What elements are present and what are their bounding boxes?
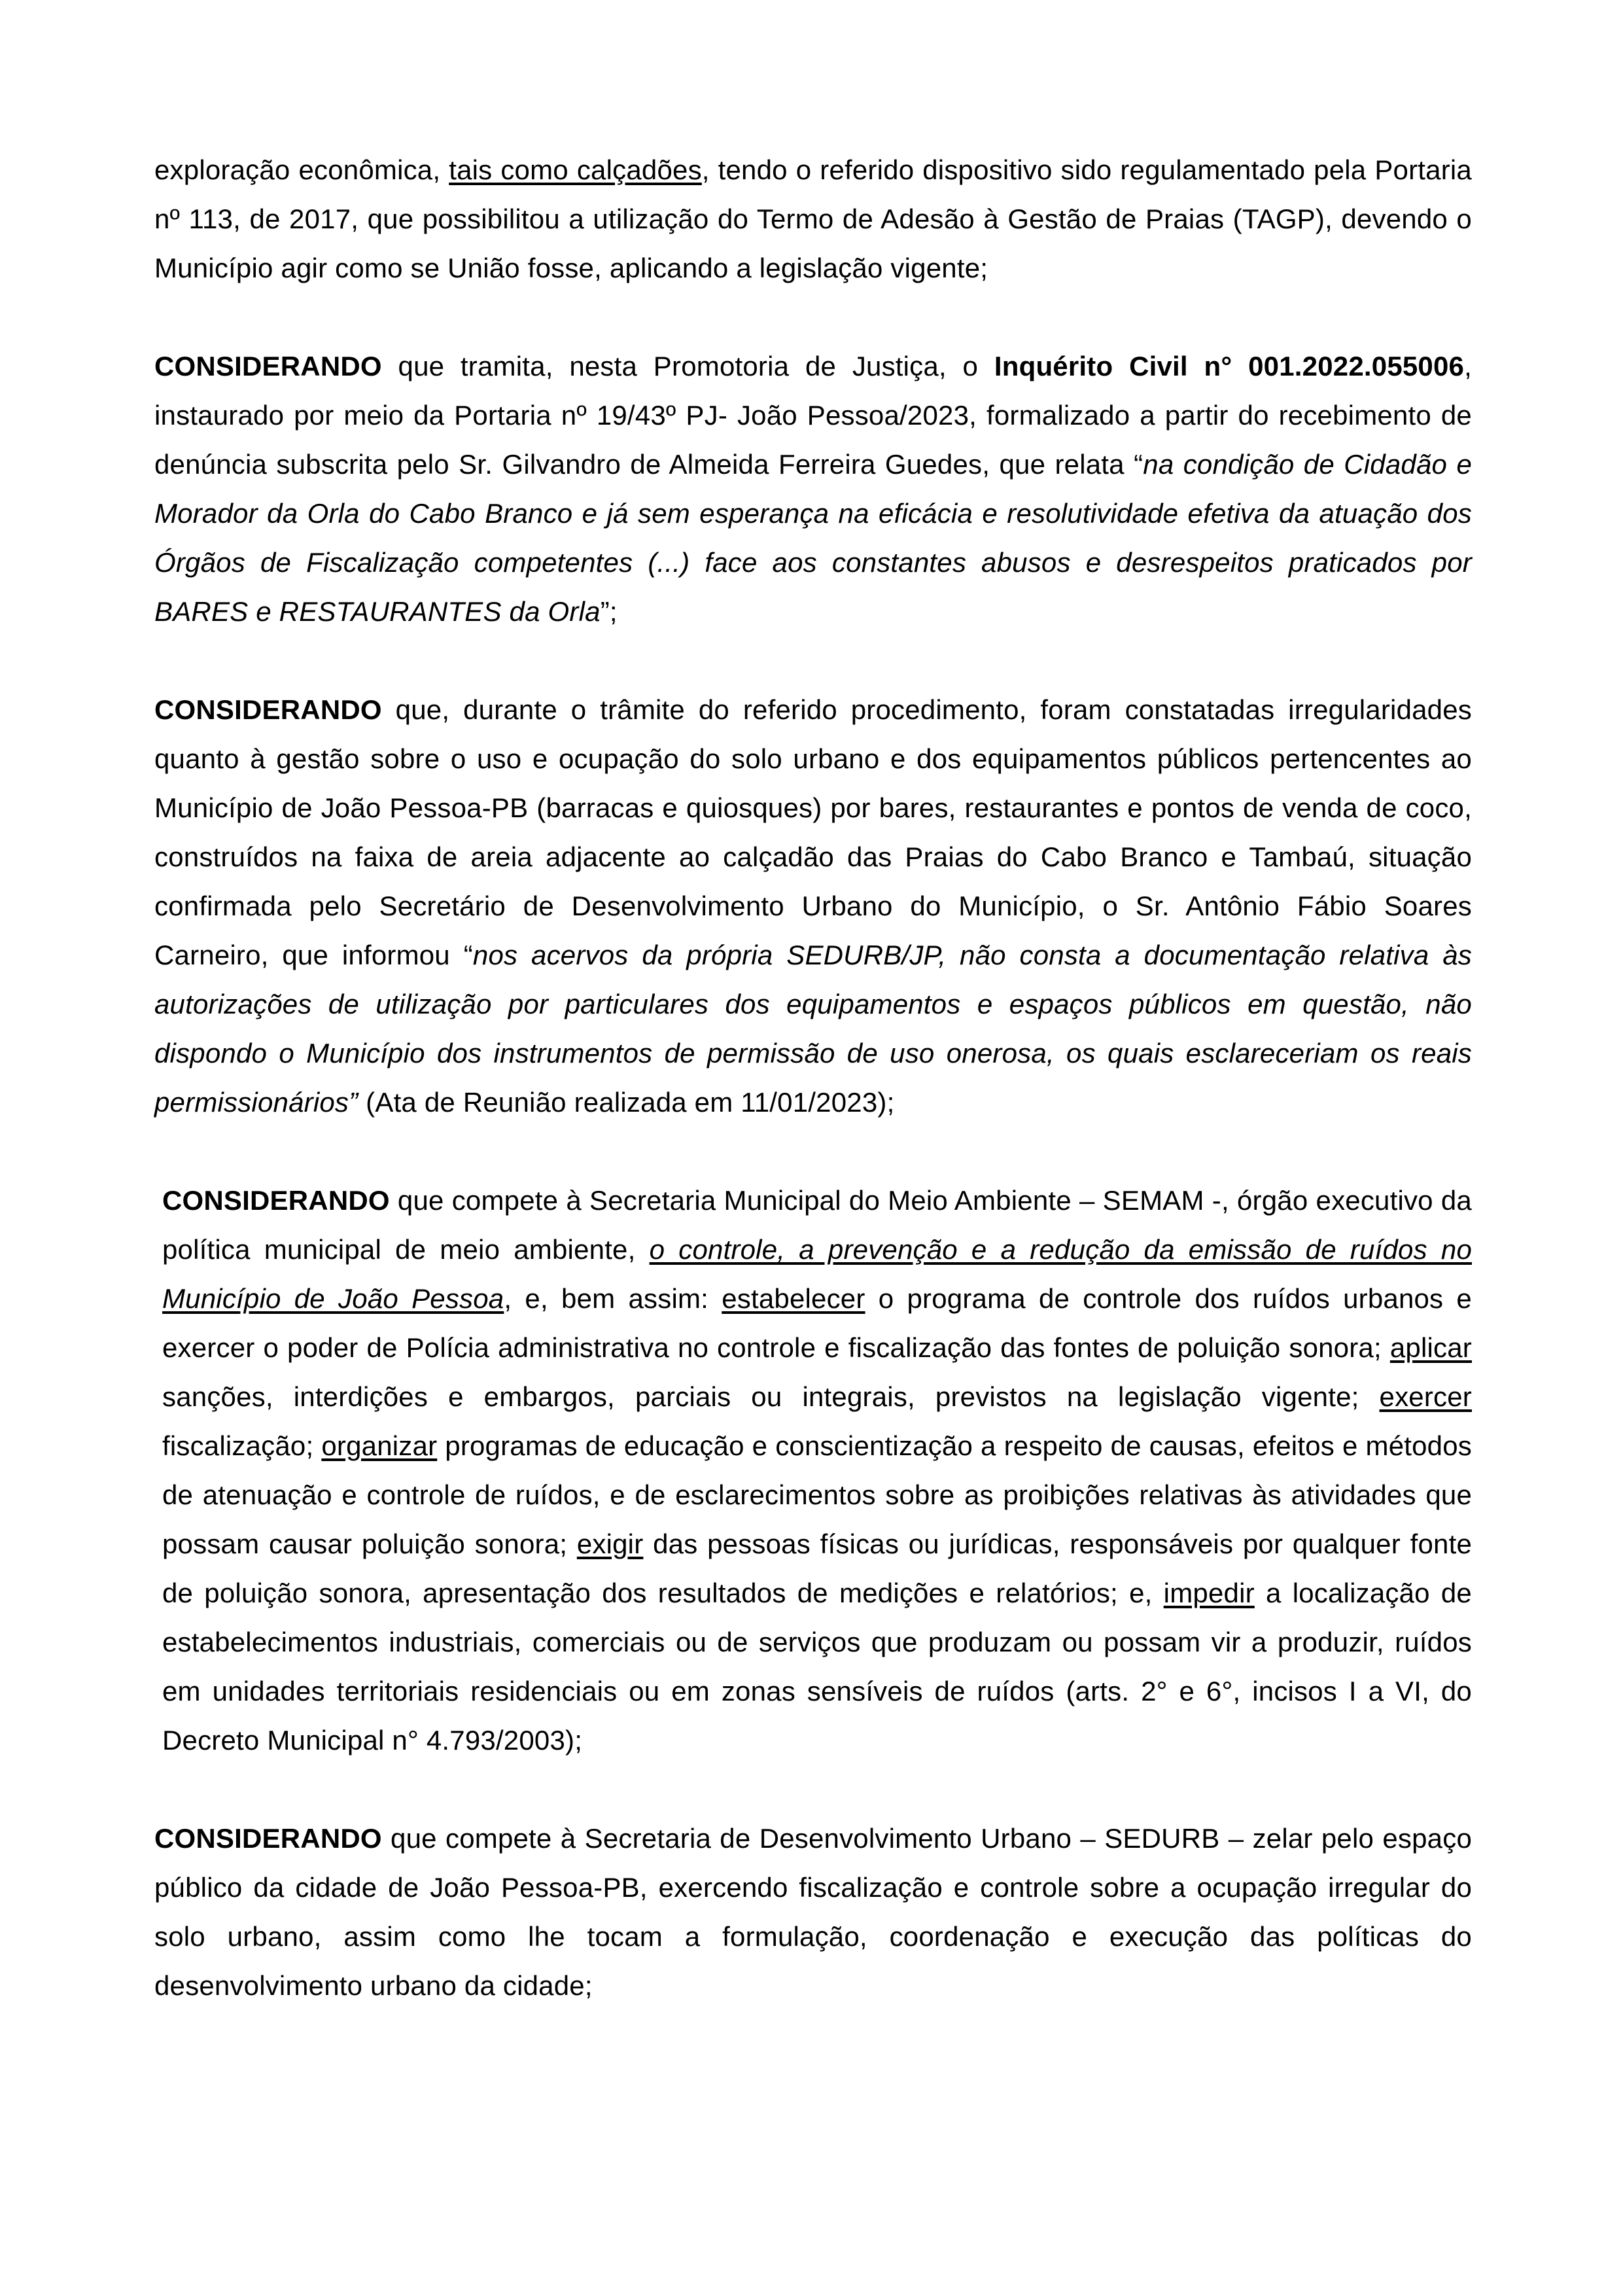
paragraph-5 [154, 1814, 1472, 2010]
paragraph-3 [154, 685, 1472, 1127]
p2-text-2: , instaurado por meio da Portaria nº 19/43º PJ- João Pessoa/2023, formalizado a partir do recebimento de denúncia subscrita pelo Sr. Gilvandro de Almeida Ferreira Guedes, que relata “ [154, 351, 1472, 480]
paragraph-1 [154, 145, 1472, 292]
p4-underline-italic: o controle, a prevenção e a redução da emissão de ruídos no Município de João Pessoa [162, 1234, 1472, 1314]
p4-underline-organizar: organizar [321, 1430, 438, 1461]
p4-text-2: , e, bem assim: [504, 1283, 722, 1314]
paragraph-gap [154, 1127, 1472, 1176]
p4-considerando: CONSIDERANDO [162, 1185, 390, 1216]
p2-considerando: CONSIDERANDO [154, 351, 382, 381]
p5-considerando: CONSIDERANDO [154, 1823, 382, 1854]
p3-text-1: que, durante o trâmite do referido procedimento, foram constatadas irregularidades quanto à gestão sobre o uso e ocupação do solo urbano e dos equipamentos públicos pertencentes ao Município de João Pessoa-PB (barracas e quiosques) por bares, restaurantes e pontos de venda de coco, construídos na faixa de areia adjacente ao calçadão das Praias do Cabo Branco e Tambaú, situação confirmada pelo Secretário de Desenvolvimento Urbano do Município, o Sr. Antônio Fábio Soares Carneiro, que informou “ [154, 694, 1472, 970]
p4-text-7: das pessoas físicas ou jurídicas, responsáveis por qualquer fonte de poluição sonora, apresentação dos resultados de medições e relatórios; e, [162, 1528, 1473, 1608]
p2-quote: na condição de Cidadão e Morador da Orla do Cabo Branco e já sem esperança na eficácia e resolutividade efetiva da atuação dos Órgãos de Fiscalização competentes (...) face aos constantes abusos e desrespeitos praticados por BARES e RESTAURANTES da Orla [154, 449, 1472, 627]
p4-text-4: sanções, interdições e embargos, parciais ou integrais, previstos na legislação vigente; [162, 1381, 1380, 1412]
p2-text-1: que tramita, nesta Promotoria de Justiça, o [381, 351, 994, 381]
p4-text-8: a localização de estabelecimentos industriais, comerciais ou de serviços que produzam ou possam vir a produzir, ruídos em unidades territoriais residenciais ou em zonas sensíveis de ruídos (arts. 2° e 6°, incisos I a VI, do Decreto Municipal n° 4.793/2003); [162, 1578, 1472, 1756]
p3-considerando: CONSIDERANDO [154, 694, 382, 725]
paragraph-4 [154, 1176, 1472, 1765]
p4-underline-exigir: exigir [576, 1528, 644, 1559]
p5-text-1: que compete à Secretaria de Desenvolvimento Urbano – SEDURB – zelar pelo espaço público da cidade de João Pessoa-PB, exercendo fiscalização e controle sobre a ocupação irregular do solo urbano, assim como lhe tocam a formulação, coordenação e execução das políticas do desenvolvimento urbano da cidade; [154, 1823, 1472, 2001]
paragraph-gap [154, 292, 1472, 342]
p4-underline-exercer: exercer [1379, 1381, 1472, 1412]
paragraph-2 [154, 342, 1472, 636]
paragraph-gap [154, 1765, 1472, 1814]
p2-text-3: ”; [600, 596, 618, 627]
p4-text-3: o programa de controle dos ruídos urbanos e exercer o poder de Polícia administrativa no controle e fiscalização das fontes de poluição sonora; [162, 1283, 1472, 1363]
p4-text-5: fiscalização; [162, 1430, 322, 1461]
p4-text-1: que compete à Secretaria Municipal do Meio Ambiente – SEMAM -, órgão executivo da política municipal de meio ambiente, [162, 1185, 1472, 1265]
paragraph-gap [154, 636, 1472, 685]
document-body [154, 145, 1472, 2010]
p4-text-6: programas de educação e conscientização a respeito de causas, efeitos e métodos de atenuação e controle de ruídos, e de esclarecimentos sobre as proibições relativas às atividades que possam causar poluição sonora; [162, 1430, 1472, 1559]
p4-underline-aplicar: aplicar [1389, 1332, 1472, 1363]
p1-underline-1: tais como calçadões [449, 154, 702, 185]
p3-quote: nos acervos da própria SEDURB/JP, não consta a documentação relativa às autorizações de utilização por particulares dos equipamentos e espaços públicos em questão, não dispondo o Município dos instrumentos de permissão de uso onerosa, os quais esclareceriam os reais permissionários” [154, 940, 1473, 1118]
p4-underline-impedir: impedir [1163, 1578, 1255, 1608]
p1-text-1: exploração econômica, [154, 154, 449, 185]
p3-text-2: (Ata de Reunião realizada em 11/01/2023); [358, 1087, 895, 1118]
p4-underline-estabelecer: estabelecer [722, 1283, 865, 1314]
p1-text-2: , tendo o referido dispositivo sido regulamentado pela Portaria nº 113, de 2017, que possibilitou a utilização do Termo de Adesão à Gestão de Praias (TAGP), devendo o Município agir como se União fosse, aplicando a legislação vigente; [154, 154, 1472, 283]
p2-inquerito: Inquérito Civil n° 001.2022.055006 [994, 351, 1465, 381]
